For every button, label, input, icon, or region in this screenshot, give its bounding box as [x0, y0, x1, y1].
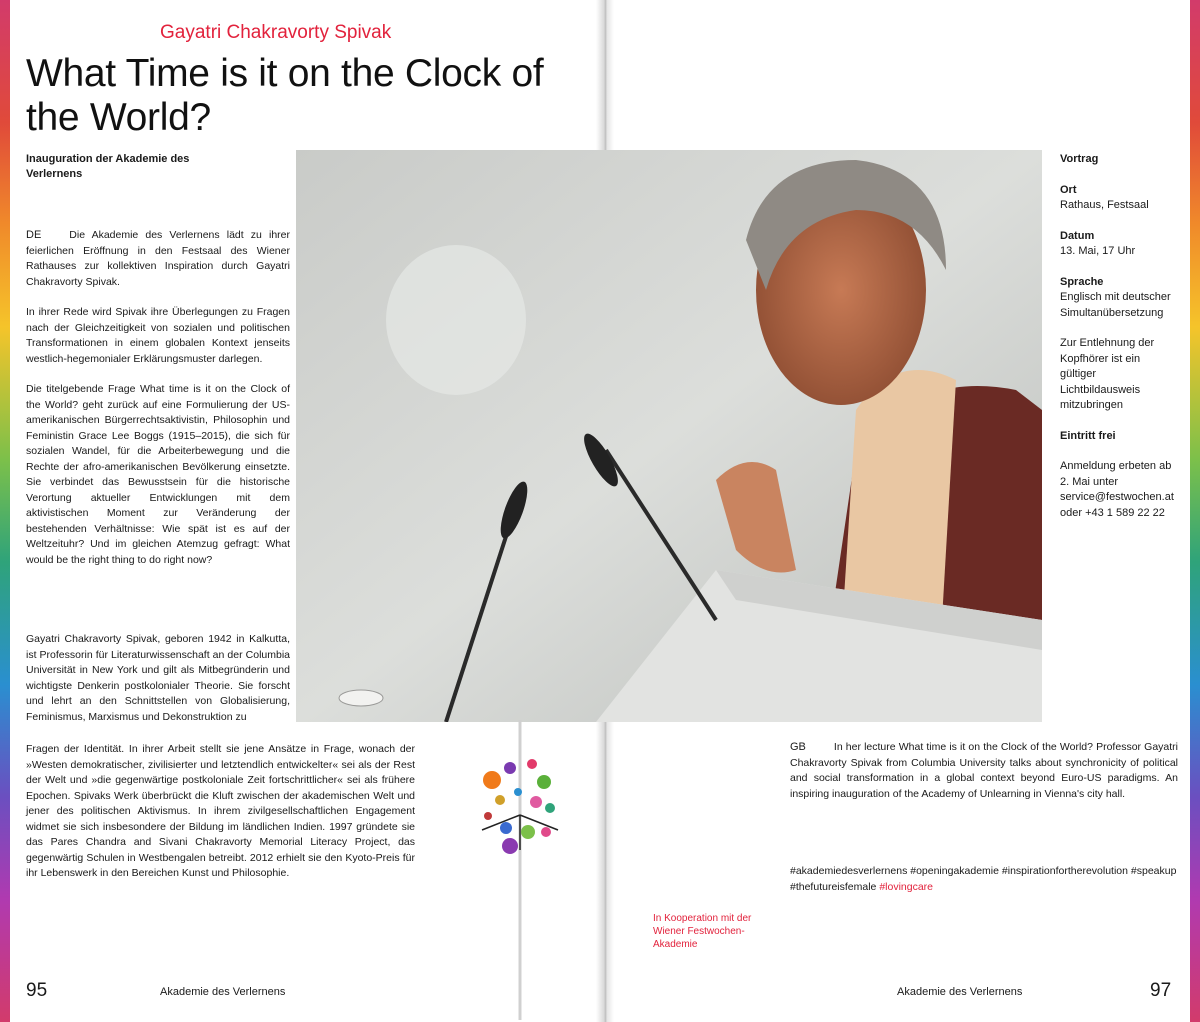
event-info-sidebar: [1060, 152, 1178, 536]
rainbow-edge-left: [0, 0, 10, 1022]
hashtag-highlight: #lovingcare: [879, 880, 934, 893]
language-symbol-de: DE: [26, 229, 42, 241]
registration-info: Anmeldung erbeten ab 2. Mai unter service@festwochen.at oder +43 1 589 22 22: [1060, 460, 1174, 519]
de-paragraph-1: DE Die Akademie des Verlernens lädt zu ihrer feierlichen Eröffnung in den Festsaal des Wiener Rathauses zur kollektiven Inspiration durch Gayatri Chakravorty Spivak.: [26, 229, 290, 288]
subheading: Inauguration der Akademie des Verlernens: [26, 153, 190, 180]
page-number-right: 97: [1150, 980, 1172, 1001]
date-label: Datum: [1060, 229, 1095, 242]
location-value: Rathaus, Festsaal: [1060, 199, 1149, 211]
english-text: [790, 740, 1178, 802]
admission-free: Eintritt frei: [1060, 429, 1116, 442]
author-name: Gayatri Chakravorty Spivak: [160, 22, 392, 43]
de-paragraph-2: In ihrer Rede wird Spivak ihre Überlegungen zu Fragen nach der Gleichzeitigkeit von sozialen und politischen Transformationen in einem globalen Kontext jenseits westlich-hegemonialer Erklärungsmuster darlegen.: [26, 306, 290, 365]
speaker-photo: [296, 150, 1042, 722]
hashtags: [790, 864, 1180, 895]
academy-logo: [470, 720, 570, 1020]
event-type: Vortrag: [1060, 153, 1099, 165]
footer-right: Akademie des Verlernens: [897, 986, 1023, 998]
headphone-note: Zur Entlehnung der Kopfhörer ist ein gültiger Lichtbildausweis mitzubringen: [1060, 337, 1155, 411]
german-text-column: [26, 228, 290, 583]
date-value: 13. Mai, 17 Uhr: [1060, 245, 1136, 257]
location-label: Ort: [1060, 183, 1077, 196]
rainbow-edge-right: [1190, 0, 1200, 1022]
de-paragraph-4-end: Fragen der Identität. In ihrer Arbeit stellt sie jene Ansätze in Frage, wonach der »Westen demokratischer, zivilisierter und letztendlich entwickelter« sei als der Rest der Welt und »die gegenwärtige postkoloniale Zeit fortschrittlicher« sei als frühere Epochen. Spivaks Werk überbrückt die Kluft zwischen der akademischen Welt und jener des politischen Aktivismus. In ihrem zivilgesellschaftlichen Engagement widmet sie sich insbesondere der Bildung im ländlichen Indien. 1997 gründete sie das Pares Chandra and Sivani Chakravorty Memorial Literacy Project, das gegenwärtig Schulen in Westbengalen betreibt. 2012 erhielt sie den Kyoto-Preis für ihr Lebenswerk in den Bereichen Kunst und Philosophie.: [26, 743, 415, 879]
footer-left: Akademie des Verlernens: [160, 986, 286, 998]
page-title: What Time is it on the Clock of the World?: [26, 52, 544, 139]
language-value: Englisch mit deutscher Simultanübersetzung: [1060, 291, 1171, 319]
page-number-left: 95: [26, 980, 48, 1001]
cooperation-caption: In Kooperation mit der Wiener Festwochen-Akademie: [653, 913, 752, 950]
de-paragraph-3: Die titelgebende Frage What time is it on the Clock of the World? geht zurück auf eine Formulierung der US-amerikanischen Bürgerrechtsaktivistin, Philosophin und Feministin Grace Lee Boggs (1915–2015), die sich für sozialen Wandel, für die Arbeiterbewegung und die Rechte der afro-amerikanischen Bevölkerung einsetzte. Sie verbindet das Bewusstsein für die historische Verortung aktueller Entwicklungen mit dem aktivistischen Moment zur Veränderung der bestehenden Verhältnisse: Wie spät ist es auf der Weltzeituhr? Und im gleichen Atemzug gefragt: What would be the right thing to do right now?: [26, 383, 290, 566]
language-label: Sprache: [1060, 275, 1104, 288]
english-summary: In her lecture What time is it on the Clock of the World? Professor Gayatri Chakravorty Spivak from Columbia University talks about synchronicity of political and social transformation in a global context beyond Euro-US paradigms. An inspiring inauguration of the Academy of Unlearning in Vienna's city hall.: [790, 741, 1178, 800]
hashtag-list: #akademiedesverlernens #openingakademie #inspirationfortherevolution #speakup #thefutureisfemale: [790, 865, 1177, 893]
language-symbol-en: GB: [790, 741, 806, 753]
de-paragraph-4-start: Gayatri Chakravorty Spivak, geboren 1942 in Kalkutta, ist Professorin für Literaturwissenschaft an der Columbia Universität in New York und gilt als Mitbegründerin und wichtigste Denkerin postkolonialer Theorie. Sie forscht und lehrt an den Schnittstellen von Globalisierung, Feminismus, Marxismus und Dekonstruktion zu: [26, 633, 290, 723]
